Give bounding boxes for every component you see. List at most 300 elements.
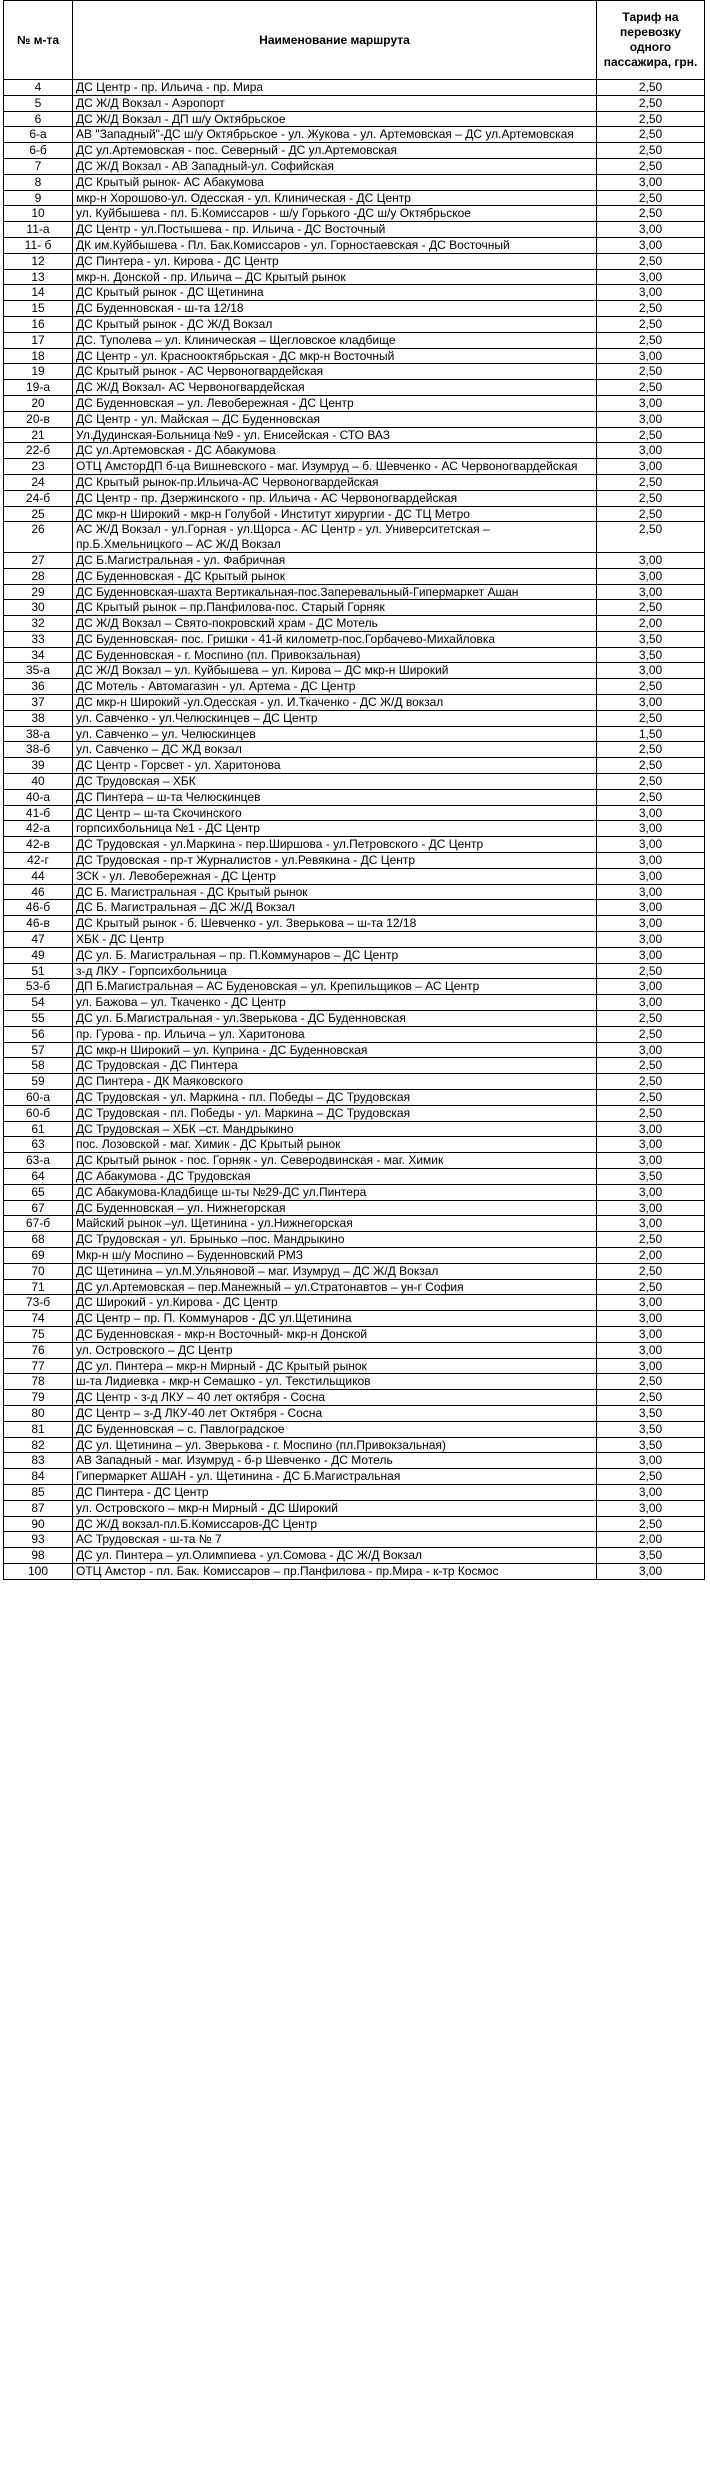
table-row <box>4 380 705 396</box>
table-row <box>4 963 705 979</box>
tariff-cell: 2,50 <box>597 364 705 380</box>
route-number-cell: 58 <box>4 1058 73 1074</box>
table-row <box>4 1105 705 1121</box>
route-name-cell: ш-та Лидиевка - мкр-н Семашко - ул. Текстильщиков <box>73 1374 597 1390</box>
table-row <box>4 316 705 332</box>
route-name-cell: ДС Крытый рынок - АС Червоногвардейская <box>73 364 597 380</box>
table-row <box>4 143 705 159</box>
route-name-cell: ул. Савченко – ДС ЖД вокзал <box>73 742 597 758</box>
table-row <box>4 758 705 774</box>
table-row <box>4 522 705 553</box>
table-row <box>4 1532 705 1548</box>
tariff-cell: 2,50 <box>597 206 705 222</box>
route-number-cell: 80 <box>4 1405 73 1421</box>
route-number-cell: 70 <box>4 1263 73 1279</box>
route-name-cell: горпсихбольница №1 - ДС Центр <box>73 821 597 837</box>
route-name-cell: ДС Крытый рынок- АС Абакумова <box>73 174 597 190</box>
tariff-cell: 3,00 <box>597 348 705 364</box>
tariff-cell: 2,50 <box>597 380 705 396</box>
tariff-cell: 3,00 <box>597 868 705 884</box>
route-name-cell: ДС Абакумова - ДС Трудовская <box>73 1168 597 1184</box>
tariff-cell: 2,50 <box>597 158 705 174</box>
route-name-cell: ДС Буденновская-шахта Вертикальная-пос.Заперевальный-Гипермаркет Ашан <box>73 584 597 600</box>
tariff-cell: 2,50 <box>597 600 705 616</box>
table-row <box>4 916 705 932</box>
tariff-cell: 3,00 <box>597 459 705 475</box>
route-name-cell: ДС Крытый рынок-пр.Ильича-АС Червоногвардейская <box>73 474 597 490</box>
route-name-cell: ДС ул. Щетинина – ул. Зверькова - г. Моспино (пл.Привокзальная) <box>73 1437 597 1453</box>
route-name-cell: ДС Ж/Д Вокзал - ДП ш/у Октябрьское <box>73 111 597 127</box>
route-number-cell: 24-б <box>4 490 73 506</box>
route-number-cell: 64 <box>4 1168 73 1184</box>
route-name-cell: АС Ж/Д Вокзал - ул.Горная - ул.Щорса - АС Центр - ул. Университетская – пр.Б.Хмельницкого – АС Ж/Д Вокзал <box>73 522 597 553</box>
table-row <box>4 459 705 475</box>
route-name-cell: ул. Куйбышева - пл. Б.Комиссаров - ш/у Горького -ДС ш/у Октябрьское <box>73 206 597 222</box>
route-name-cell: Майский рынок –ул. Щетинина - ул.Нижнегорская <box>73 1216 597 1232</box>
route-number-cell: 67-б <box>4 1216 73 1232</box>
route-name-cell: ДС Буденновская- пос. Гришки - 41-й километр-пос.Горбачево-Михайловка <box>73 631 597 647</box>
table-row <box>4 789 705 805</box>
table-row <box>4 364 705 380</box>
route-name-cell: ДС Буденновская - ш-та 12/18 <box>73 301 597 317</box>
route-name-cell: ДС Крытый рынок - пос. Горняк - ул. Северодвинская - маг. Химик <box>73 1153 597 1169</box>
table-row <box>4 1548 705 1564</box>
table-row <box>4 995 705 1011</box>
route-number-cell: 4 <box>4 80 73 96</box>
route-name-cell: ДС Центр - з-д ЛКУ – 40 лет октября - Сосна <box>73 1390 597 1406</box>
table-row <box>4 1232 705 1248</box>
tariff-cell: 3,00 <box>597 805 705 821</box>
route-number-cell: 22-б <box>4 443 73 459</box>
table-row <box>4 1279 705 1295</box>
header-route-name: Наименование маршрута <box>73 1 597 80</box>
route-name-cell: ДС Центр - пр. Дзержинского - пр. Ильича - АС Червоногвардейская <box>73 490 597 506</box>
table-row <box>4 1184 705 1200</box>
route-name-cell: ДС Центр – ш-та Скочинского <box>73 805 597 821</box>
table-row <box>4 174 705 190</box>
route-number-cell: 34 <box>4 647 73 663</box>
route-name-cell: ОТЦ Амстор - пл. Бак. Комиссаров – пр.Панфилова - пр.Мира - к-тр Космос <box>73 1563 597 1579</box>
route-number-cell: 73-б <box>4 1295 73 1311</box>
tariff-cell: 2,50 <box>597 190 705 206</box>
route-name-cell: ДС Центр – з-Д ЛКУ-40 лет Октября - Сосна <box>73 1405 597 1421</box>
table-row <box>4 853 705 869</box>
route-name-cell: ДС Трудовская - пр-т Журналистов - ул.Ревякина - ДС Центр <box>73 853 597 869</box>
route-number-cell: 47 <box>4 932 73 948</box>
tariff-cell: 3,00 <box>597 1121 705 1137</box>
tariff-cell: 3,00 <box>597 1358 705 1374</box>
route-name-cell: АВ "Западный"-ДС ш/у Октябрьское - ул. Жукова - ул. Артемовская – ДС ул.Артемовская <box>73 127 597 143</box>
route-number-cell: 69 <box>4 1247 73 1263</box>
tariff-cell: 2,50 <box>597 710 705 726</box>
route-name-cell: ДС Пинтера - ДС Центр <box>73 1484 597 1500</box>
route-name-cell: ДС Мотель - Автомагазин - ул. Артема - ДС Центр <box>73 679 597 695</box>
route-number-cell: 6 <box>4 111 73 127</box>
route-number-cell: 8 <box>4 174 73 190</box>
route-number-cell: 35-а <box>4 663 73 679</box>
tariff-cell: 2,50 <box>597 474 705 490</box>
table-row <box>4 1121 705 1137</box>
route-name-cell: ДС Трудовская - ул. Маркина - пл. Победы – ДС Трудовская <box>73 1090 597 1106</box>
route-number-cell: 9 <box>4 190 73 206</box>
route-number-cell: 63-а <box>4 1153 73 1169</box>
tariff-cell: 2,50 <box>597 758 705 774</box>
route-name-cell: ДС Крытый рынок – пр.Панфилова-пос. Старый Горняк <box>73 600 597 616</box>
tariff-cell: 2,00 <box>597 1532 705 1548</box>
route-number-cell: 20-в <box>4 411 73 427</box>
route-name-cell: АС Трудовская - ш-та № 7 <box>73 1532 597 1548</box>
table-row <box>4 1421 705 1437</box>
table-row <box>4 395 705 411</box>
tariff-cell: 3,00 <box>597 995 705 1011</box>
route-name-cell: ХБК - ДС Центр <box>73 932 597 948</box>
route-number-cell: 51 <box>4 963 73 979</box>
route-name-cell: ДС ул.Артемовская - ДС Абакумова <box>73 443 597 459</box>
route-name-cell: ул. Островского – ДС Центр <box>73 1342 597 1358</box>
header-route-number: № м-та <box>4 1 73 80</box>
route-name-cell: Мкр-н ш/у Моспино – Буденновский РМЗ <box>73 1247 597 1263</box>
tariff-cell: 2,50 <box>597 742 705 758</box>
route-name-cell: ул. Островского – мкр-н Мирный - ДС Широкий <box>73 1500 597 1516</box>
route-number-cell: 38-б <box>4 742 73 758</box>
route-number-cell: 85 <box>4 1484 73 1500</box>
route-name-cell: ДС Трудовская - ул. Брынько –пос. Мандрыкино <box>73 1232 597 1248</box>
route-number-cell: 20 <box>4 395 73 411</box>
route-name-cell: ДС Центр - ул. Краснооктябрьская - ДС мкр-н Восточный <box>73 348 597 364</box>
route-number-cell: 44 <box>4 868 73 884</box>
table-row <box>4 237 705 253</box>
route-name-cell: ДС Буденновская - мкр-н Восточный- мкр-н Донской <box>73 1326 597 1342</box>
table-row <box>4 253 705 269</box>
route-name-cell: ДС Буденновская – ул. Нижнегорская <box>73 1200 597 1216</box>
route-name-cell: Гипермаркет АШАН - ул. Щетинина - ДС Б.Магистральная <box>73 1469 597 1485</box>
route-name-cell: ДС ул. Б.Магистральная - ул.Зверькова - ДС Буденновская <box>73 1011 597 1027</box>
tariff-cell: 3,00 <box>597 1295 705 1311</box>
tariff-cell: 2,50 <box>597 490 705 506</box>
table-row <box>4 647 705 663</box>
table-row <box>4 837 705 853</box>
tariff-cell: 2,50 <box>597 789 705 805</box>
route-number-cell: 56 <box>4 1026 73 1042</box>
tariff-cell: 2,00 <box>597 616 705 632</box>
route-number-cell: 79 <box>4 1390 73 1406</box>
route-number-cell: 28 <box>4 568 73 584</box>
table-row <box>4 332 705 348</box>
table-row <box>4 805 705 821</box>
tariff-cell: 2,50 <box>597 1374 705 1390</box>
table-row <box>4 1326 705 1342</box>
tariff-cell: 2,50 <box>597 143 705 159</box>
tariff-cell: 3,00 <box>597 222 705 238</box>
route-number-cell: 16 <box>4 316 73 332</box>
table-row <box>4 932 705 948</box>
route-name-cell: ОТЦ АмсторДП б-ца Вишневского - маг. Изумруд – б. Шевченко - АС Червоногвардейская <box>73 459 597 475</box>
route-number-cell: 84 <box>4 1469 73 1485</box>
route-number-cell: 87 <box>4 1500 73 1516</box>
route-number-cell: 76 <box>4 1342 73 1358</box>
route-name-cell: ДС Пинтера – ш-та Челюскинцев <box>73 789 597 805</box>
route-number-cell: 39 <box>4 758 73 774</box>
route-name-cell: ДС Ж/Д Вокзал – Свято-покровский храм - ДС Мотель <box>73 616 597 632</box>
tariff-cell: 1,50 <box>597 726 705 742</box>
route-number-cell: 37 <box>4 695 73 711</box>
route-name-cell: ул. Бажова – ул. Ткаченко - ДС Центр <box>73 995 597 1011</box>
header-row <box>4 1 705 80</box>
route-number-cell: 55 <box>4 1011 73 1027</box>
table-row <box>4 1074 705 1090</box>
route-name-cell: мкр-н. Донской - пр. Ильича – ДС Крытый рынок <box>73 269 597 285</box>
table-row <box>4 206 705 222</box>
tariff-cell: 3,00 <box>597 979 705 995</box>
route-name-cell: ДС Щетинина – ул.М.Ульяновой – маг. Изумруд – ДС Ж/Д Вокзал <box>73 1263 597 1279</box>
table-row <box>4 1200 705 1216</box>
route-name-cell: Ул.Дудинская-Больница №9 - ул. Енисейская - СТО ВАЗ <box>73 427 597 443</box>
route-name-cell: ДС Ж/Д вокзал-пл.Б.Комиссаров-ДС Центр <box>73 1516 597 1532</box>
route-number-cell: 63 <box>4 1137 73 1153</box>
route-number-cell: 54 <box>4 995 73 1011</box>
table-row <box>4 1295 705 1311</box>
tariff-cell: 3,00 <box>597 552 705 568</box>
tariff-cell: 2,50 <box>597 127 705 143</box>
tariff-cell: 3,00 <box>597 821 705 837</box>
table-row <box>4 1263 705 1279</box>
table-row <box>4 506 705 522</box>
route-number-cell: 18 <box>4 348 73 364</box>
tariff-cell: 2,50 <box>597 1058 705 1074</box>
tariff-cell: 3,00 <box>597 695 705 711</box>
route-number-cell: 29 <box>4 584 73 600</box>
tariff-cell: 3,50 <box>597 1548 705 1564</box>
tariff-cell: 2,50 <box>597 506 705 522</box>
table-row <box>4 868 705 884</box>
table-body <box>4 80 705 1580</box>
route-number-cell: 6-а <box>4 127 73 143</box>
tariff-cell: 2,50 <box>597 1011 705 1027</box>
tariff-cell: 3,50 <box>597 1437 705 1453</box>
route-number-cell: 75 <box>4 1326 73 1342</box>
tariff-cell: 3,00 <box>597 853 705 869</box>
route-number-cell: 11-а <box>4 222 73 238</box>
route-name-cell: ДС Трудовская – ХБК <box>73 774 597 790</box>
table-row <box>4 348 705 364</box>
tariff-cell: 2,50 <box>597 80 705 96</box>
tariff-cell: 3,00 <box>597 568 705 584</box>
route-number-cell: 12 <box>4 253 73 269</box>
tariff-cell: 2,50 <box>597 522 705 553</box>
table-row <box>4 411 705 427</box>
route-number-cell: 53-б <box>4 979 73 995</box>
route-name-cell: ДС Крытый рынок - б. Шевченко - ул. Зверькова – ш-та 12/18 <box>73 916 597 932</box>
route-number-cell: 6-б <box>4 143 73 159</box>
tariff-cell: 2,50 <box>597 95 705 111</box>
route-number-cell: 90 <box>4 1516 73 1532</box>
tariff-cell: 2,00 <box>597 1247 705 1263</box>
table-row <box>4 1405 705 1421</box>
table-row <box>4 679 705 695</box>
tariff-cell: 3,00 <box>597 1484 705 1500</box>
table-row <box>4 774 705 790</box>
route-name-cell: ДС Центр - ул. Майская – ДС Буденновская <box>73 411 597 427</box>
route-number-cell: 27 <box>4 552 73 568</box>
route-number-cell: 32 <box>4 616 73 632</box>
route-name-cell: ДС Абакумова-Кладбище ш-ты №29-ДС ул.Пинтера <box>73 1184 597 1200</box>
table-row <box>4 1011 705 1027</box>
route-number-cell: 68 <box>4 1232 73 1248</box>
route-name-cell: ул. Савченко – ул. Челюскинцев <box>73 726 597 742</box>
table-row <box>4 127 705 143</box>
table-row <box>4 568 705 584</box>
route-name-cell: ДС мкр-н Широкий -ул.Одесская - ул. И.Ткаченко - ДС Ж/Д вокзал <box>73 695 597 711</box>
route-number-cell: 67 <box>4 1200 73 1216</box>
route-name-cell: ДС ул. Пинтера – мкр-н Мирный - ДС Крытый рынок <box>73 1358 597 1374</box>
route-name-cell: ДС Буденновская – ул. Левобережная - ДС Центр <box>73 395 597 411</box>
tariff-cell: 3,00 <box>597 443 705 459</box>
tariff-cell: 3,00 <box>597 1342 705 1358</box>
route-name-cell: пос. Лозовской - маг. Химик - ДС Крытый рынок <box>73 1137 597 1153</box>
route-name-cell: ЗСК - ул. Левобережная - ДС Центр <box>73 868 597 884</box>
table-row <box>4 1153 705 1169</box>
route-name-cell: ДП Б.Магистральная – АС Буденовская – ул. Крепильщиков – АС Центр <box>73 979 597 995</box>
route-number-cell: 36 <box>4 679 73 695</box>
tariff-cell: 2,50 <box>597 963 705 979</box>
tariff-cell: 3,00 <box>597 1453 705 1469</box>
tariff-cell: 2,50 <box>597 1279 705 1295</box>
route-name-cell: ДС Пинтера - ДК Маяковского <box>73 1074 597 1090</box>
tariff-cell: 2,50 <box>597 1469 705 1485</box>
tariff-cell: 2,50 <box>597 332 705 348</box>
route-number-cell: 42-а <box>4 821 73 837</box>
table-row <box>4 111 705 127</box>
route-name-cell: ДС Ж/Д Вокзал - Аэропорт <box>73 95 597 111</box>
tariff-cell: 2,50 <box>597 774 705 790</box>
route-number-cell: 19 <box>4 364 73 380</box>
route-name-cell: ДС Центр - ул.Постышева - пр. Ильича - ДС Восточный <box>73 222 597 238</box>
tariff-cell: 3,00 <box>597 947 705 963</box>
tariff-cell: 3,00 <box>597 174 705 190</box>
route-number-cell: 42-г <box>4 853 73 869</box>
tariff-cell: 2,50 <box>597 316 705 332</box>
route-name-cell: ДС Б. Магистральная - ДС Крытый рынок <box>73 884 597 900</box>
table-row <box>4 1247 705 1263</box>
tariff-cell: 3,00 <box>597 584 705 600</box>
route-name-cell: ДС ул. Б. Магистральная – пр. П.Коммунаров – ДС Центр <box>73 947 597 963</box>
header-tariff: Тариф на перевозку одного пассажира, грн. <box>597 1 705 80</box>
route-name-cell: ДС Буденновская – с. Павлоградское <box>73 1421 597 1437</box>
route-name-cell: ДС Центр – пр. П. Коммунаров - ДС ул.Щетинина <box>73 1311 597 1327</box>
route-name-cell: ДС Широкий - ул.Кирова - ДС Центр <box>73 1295 597 1311</box>
table-row <box>4 663 705 679</box>
tariff-cell: 3,00 <box>597 1200 705 1216</box>
route-name-cell: ДС Буденновская - ДС Крытый рынок <box>73 568 597 584</box>
route-number-cell: 19-а <box>4 380 73 396</box>
route-number-cell: 77 <box>4 1358 73 1374</box>
table-row <box>4 285 705 301</box>
route-number-cell: 98 <box>4 1548 73 1564</box>
route-number-cell: 10 <box>4 206 73 222</box>
route-number-cell: 7 <box>4 158 73 174</box>
table-row <box>4 301 705 317</box>
table-row <box>4 1090 705 1106</box>
route-number-cell: 83 <box>4 1453 73 1469</box>
table-row <box>4 947 705 963</box>
table-row <box>4 443 705 459</box>
route-number-cell: 40 <box>4 774 73 790</box>
tariff-cell: 3,00 <box>597 1137 705 1153</box>
tariff-cell: 2,50 <box>597 111 705 127</box>
tariff-cell: 2,50 <box>597 1026 705 1042</box>
tariff-cell: 2,50 <box>597 427 705 443</box>
table-row <box>4 742 705 758</box>
table-row <box>4 190 705 206</box>
tariff-cell: 3,00 <box>597 1563 705 1579</box>
table-row <box>4 710 705 726</box>
tariff-cell: 2,50 <box>597 1105 705 1121</box>
table-row <box>4 80 705 96</box>
table-row <box>4 1563 705 1579</box>
table-row <box>4 552 705 568</box>
tariff-cell: 3,00 <box>597 1042 705 1058</box>
route-name-cell: ДС мкр-н Широкий – ул. Куприна - ДС Буденновская <box>73 1042 597 1058</box>
tariff-cell: 3,00 <box>597 395 705 411</box>
route-number-cell: 57 <box>4 1042 73 1058</box>
table-row <box>4 616 705 632</box>
route-number-cell: 46-в <box>4 916 73 932</box>
tariff-cell: 3,00 <box>597 285 705 301</box>
tariff-cell: 2,50 <box>597 1263 705 1279</box>
tariff-table <box>3 0 705 1580</box>
route-number-cell: 14 <box>4 285 73 301</box>
table-row <box>4 695 705 711</box>
tariff-cell: 3,50 <box>597 1421 705 1437</box>
table-row <box>4 1469 705 1485</box>
route-number-cell: 65 <box>4 1184 73 1200</box>
route-number-cell: 15 <box>4 301 73 317</box>
tariff-cell: 3,50 <box>597 631 705 647</box>
route-number-cell: 81 <box>4 1421 73 1437</box>
table-row <box>4 269 705 285</box>
route-name-cell: ДС ул. Пинтера – ул.Олимпиева - ул.Сомова - ДС Ж/Д Вокзал <box>73 1548 597 1564</box>
table-row <box>4 600 705 616</box>
table-row <box>4 726 705 742</box>
route-name-cell: ДС Ж/Д Вокзал- АС Червоногвардейская <box>73 380 597 396</box>
route-name-cell: ДС Пинтера - ул. Кирова - ДС Центр <box>73 253 597 269</box>
route-number-cell: 100 <box>4 1563 73 1579</box>
tariff-cell: 3,00 <box>597 1153 705 1169</box>
table-row <box>4 1042 705 1058</box>
tariff-cell: 3,00 <box>597 1326 705 1342</box>
route-number-cell: 46 <box>4 884 73 900</box>
tariff-cell: 3,00 <box>597 837 705 853</box>
route-number-cell: 74 <box>4 1311 73 1327</box>
table-row <box>4 95 705 111</box>
table-row <box>4 158 705 174</box>
table-row <box>4 1358 705 1374</box>
route-name-cell: ДС Буденновская - г. Моспино (пл. Привокзальная) <box>73 647 597 663</box>
table-row <box>4 1437 705 1453</box>
route-name-cell: ДС Ж/Д Вокзал – ул. Куйбышева – ул. Кирова – ДС мкр-н Широкий <box>73 663 597 679</box>
tariff-cell: 2,50 <box>597 1074 705 1090</box>
table-row <box>4 900 705 916</box>
table-row <box>4 490 705 506</box>
tariff-cell: 3,00 <box>597 884 705 900</box>
table-row <box>4 427 705 443</box>
route-number-cell: 30 <box>4 600 73 616</box>
route-name-cell: з-д ЛКУ - Горпсихбольница <box>73 963 597 979</box>
route-number-cell: 60-а <box>4 1090 73 1106</box>
route-number-cell: 78 <box>4 1374 73 1390</box>
route-number-cell: 49 <box>4 947 73 963</box>
tariff-cell: 3,00 <box>597 1216 705 1232</box>
